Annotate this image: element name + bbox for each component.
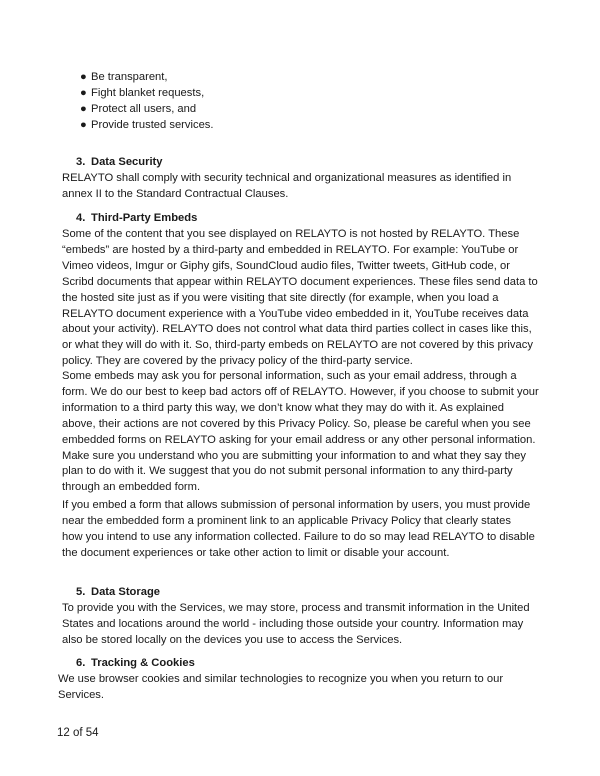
bullet-icon: ● (80, 102, 87, 115)
section-heading-data-security: 3. Data Security (76, 156, 163, 168)
data-security-text: RELAYTO shall comply with security technical and organizational measures as identified in annex II to the Standard Contractual Clauses. (62, 172, 512, 200)
bullet-icon: ● (80, 118, 87, 131)
bullet-icon: ● (80, 86, 87, 99)
page-number: 12 of 54 (57, 727, 99, 739)
third-party-paragraph-3: If you embed a form that allows submission of personal information by users, you must provide near the embedded form a prominent link to an applicable Privacy Policy that clearly states how you intend to use any information collected. Failure to do so may lead RELAYTO to disable the document experiences or take other action to limit or disable your account. (62, 499, 535, 559)
section-heading-third-party-embeds: 4. Third-Party Embeds (76, 212, 198, 224)
section-heading-data-storage: 5. Data Storage (76, 586, 161, 598)
bullet-item: ● Fight blanket requests, (80, 86, 214, 102)
bullet-item: ● Protect all users, and (80, 102, 214, 118)
third-party-paragraph-2: Some embeds may ask you for personal information, such as your email address, through a form. We do our best to keep bad actors off of RELAYTO. However, if you choose to submit your information to a third party this way, we don’t know what they may do with it. As explained above, their actions are not covered by this Privacy Policy. So, please be careful when you see embedded forms on RELAYTO asking for your email address or any other personal information. Make sure you understand who you are submitting your information to and what they say they plan to do with it. We suggest that you do not submit personal information to any third-party through an embedded form. (62, 370, 539, 494)
bullet-icon: ● (80, 71, 87, 83)
bullet-list (80, 70, 214, 134)
tracking-cookies-text: We use browser cookies and similar technologies to recognize you when you return to our Services. (58, 673, 504, 701)
bullet-item: ● Be transparent, (80, 70, 214, 86)
third-party-paragraph-1: Some of the content that you see displayed on RELAYTO is not hosted by RELAYTO. These “embeds” are hosted by a third-party and embedded in RELAYTO. For example: YouTube or Vimeo videos, Imgur or Giphy gifs, SoundCloud audio files, Twitter tweets, GitHub code, or Scribd documents that appear within RELAYTO document experiences. These files send data to the hosted site just as if you were visiting that site directly (for example, when you load a RELAYTO document experience with a YouTube video embedded in it, YouTube receives data about your activity). RELAYTO does not control what data third parties collect in cases like this, or what they will do with it. So, third-party embeds on RELAYTO are not covered by this privacy policy. They are covered by the privacy policy of the third-party service. (62, 228, 538, 368)
data-storage-text: To provide you with the Services, we may store, process and transmit information in the United States and locations around the world - including those outside your country. Information may also be stored locally on the devices you use to access the Services. (62, 602, 530, 646)
bullet-item: ● Provide trusted services. (80, 118, 214, 134)
section-heading-tracking-cookies: 6. Tracking & Cookies (76, 657, 195, 669)
